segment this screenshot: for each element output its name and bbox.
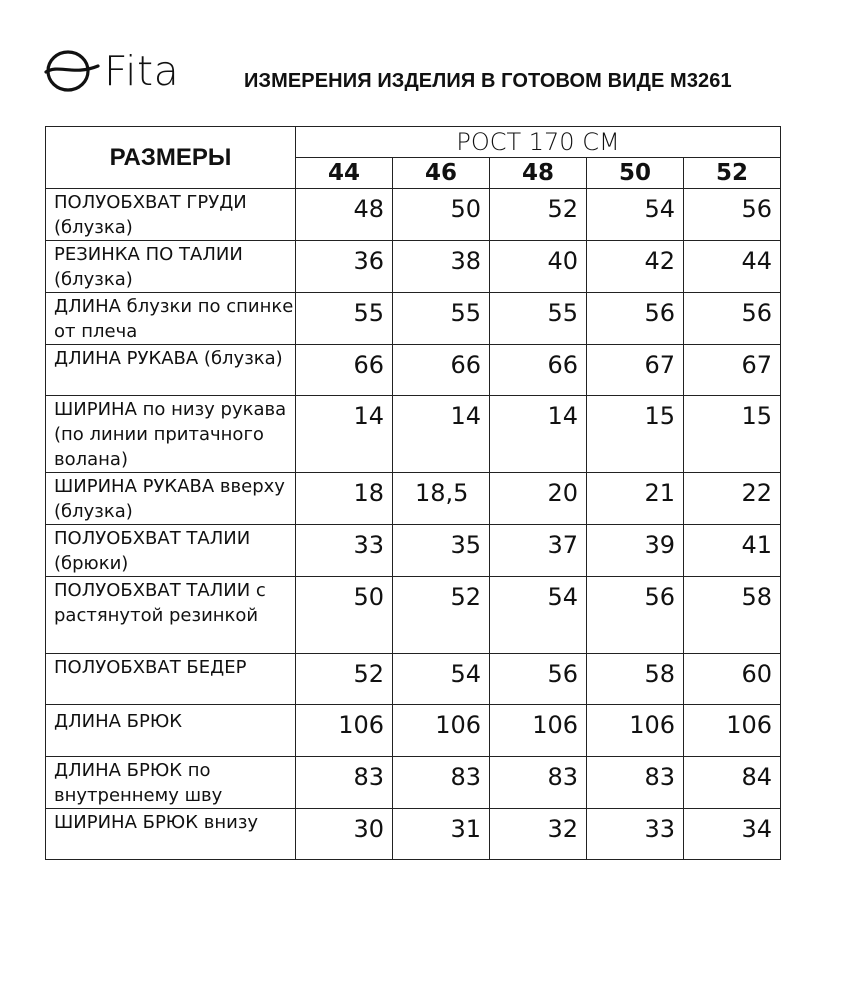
measurement-value: 14	[296, 396, 393, 473]
measurement-value: 30	[296, 809, 393, 860]
measurement-value: 54	[393, 654, 490, 705]
table-row	[46, 757, 781, 809]
measurement-value: 33	[587, 809, 684, 860]
measurement-value: 31	[393, 809, 490, 860]
measurement-value: 83	[393, 757, 490, 809]
measurement-value: 56	[587, 293, 684, 345]
measurement-value: 106	[490, 705, 587, 757]
size-column-header: 48	[490, 158, 587, 189]
measurement-value: 18	[296, 473, 393, 525]
measurement-value: 50	[393, 189, 490, 241]
measurement-value: 52	[296, 654, 393, 705]
measurement-value: 33	[296, 525, 393, 577]
measurement-value: 40	[490, 241, 587, 293]
table-row	[46, 577, 781, 654]
measurement-value: 55	[393, 293, 490, 345]
measurement-value: 106	[296, 705, 393, 757]
measurement-value: 15	[684, 396, 781, 473]
measurement-value: 35	[393, 525, 490, 577]
measurement-label: ДЛИНА РУКАВА (блузка)	[46, 345, 296, 396]
fita-logo-icon	[44, 46, 100, 94]
table-row	[46, 705, 781, 757]
measurement-value: 41	[684, 525, 781, 577]
measurement-label: РЕЗИНКА ПО ТАЛИИ (блузка)	[46, 241, 296, 293]
size-measurement-table	[45, 126, 781, 860]
table-row	[46, 345, 781, 396]
measurement-value: 56	[684, 189, 781, 241]
measurement-value: 66	[296, 345, 393, 396]
measurement-value: 83	[296, 757, 393, 809]
measurement-label: ПОЛУОБХВАТ ТАЛИИ (брюки)	[46, 525, 296, 577]
measurement-value: 39	[587, 525, 684, 577]
table-row	[46, 525, 781, 577]
measurement-value: 66	[490, 345, 587, 396]
height-header: РОСТ 170 СМ	[296, 127, 781, 158]
measurement-value: 56	[587, 577, 684, 654]
measurement-value: 52	[393, 577, 490, 654]
measurement-value: 42	[587, 241, 684, 293]
measurement-value: 44	[684, 241, 781, 293]
measurement-value: 15	[587, 396, 684, 473]
table-row	[46, 809, 781, 860]
measurement-value: 67	[587, 345, 684, 396]
measurement-value: 106	[393, 705, 490, 757]
measurement-label: ШИРИНА РУКАВА вверху (блузка)	[46, 473, 296, 525]
measurement-value: 36	[296, 241, 393, 293]
measurement-label: ДЛИНА блузки по спинке от плеча	[46, 293, 296, 345]
measurement-value: 83	[587, 757, 684, 809]
measurement-label: ШИРИНА по низу рукава (по линии притачного волана)	[46, 396, 296, 473]
measurement-value: 18,5	[393, 473, 490, 525]
measurement-label: ШИРИНА БРЮК внизу	[46, 809, 296, 860]
measurement-value: 106	[587, 705, 684, 757]
measurement-value: 52	[490, 189, 587, 241]
measurement-value: 32	[490, 809, 587, 860]
measurement-value: 20	[490, 473, 587, 525]
table-row	[46, 396, 781, 473]
measurement-value: 83	[490, 757, 587, 809]
measurement-value: 50	[296, 577, 393, 654]
table-row	[46, 189, 781, 241]
table-row	[46, 293, 781, 345]
measurement-value: 37	[490, 525, 587, 577]
size-column-header: 46	[393, 158, 490, 189]
table-row	[46, 241, 781, 293]
measurement-value: 66	[393, 345, 490, 396]
measurement-value: 38	[393, 241, 490, 293]
measurement-value: 58	[684, 577, 781, 654]
measurement-value: 54	[587, 189, 684, 241]
measurement-value: 48	[296, 189, 393, 241]
table-row	[46, 654, 781, 705]
measurement-value: 56	[490, 654, 587, 705]
measurement-label: ДЛИНА БРЮК	[46, 705, 296, 757]
measurement-value: 60	[684, 654, 781, 705]
document-title: ИЗМЕРЕНИЯ ИЗДЕЛИЯ В ГОТОВОМ ВИДЕ М3261	[244, 70, 732, 92]
measurement-label: ПОЛУОБХВАТ ТАЛИИ с растянутой резинкой	[46, 577, 296, 654]
measurement-label: ПОЛУОБХВАТ ГРУДИ (блузка)	[46, 189, 296, 241]
measurement-value: 67	[684, 345, 781, 396]
measurement-value: 55	[490, 293, 587, 345]
logo-text: Fita	[104, 47, 180, 95]
measurement-value: 21	[587, 473, 684, 525]
measurement-value: 84	[684, 757, 781, 809]
measurement-value: 58	[587, 654, 684, 705]
measurement-label: ПОЛУОБХВАТ БЕДЕР	[46, 654, 296, 705]
size-column-header: 50	[587, 158, 684, 189]
size-column-header: 44	[296, 158, 393, 189]
measurement-value: 106	[684, 705, 781, 757]
brand-logo	[44, 40, 194, 98]
measurement-value: 54	[490, 577, 587, 654]
sizes-header: РАЗМЕРЫ	[46, 127, 296, 189]
size-column-header: 52	[684, 158, 781, 189]
measurement-value: 14	[490, 396, 587, 473]
measurement-value: 55	[296, 293, 393, 345]
measurement-label: ДЛИНА БРЮК по внутреннему шву	[46, 757, 296, 809]
measurement-value: 22	[684, 473, 781, 525]
measurement-value: 14	[393, 396, 490, 473]
measurement-value: 34	[684, 809, 781, 860]
measurement-value: 56	[684, 293, 781, 345]
table-row	[46, 473, 781, 525]
